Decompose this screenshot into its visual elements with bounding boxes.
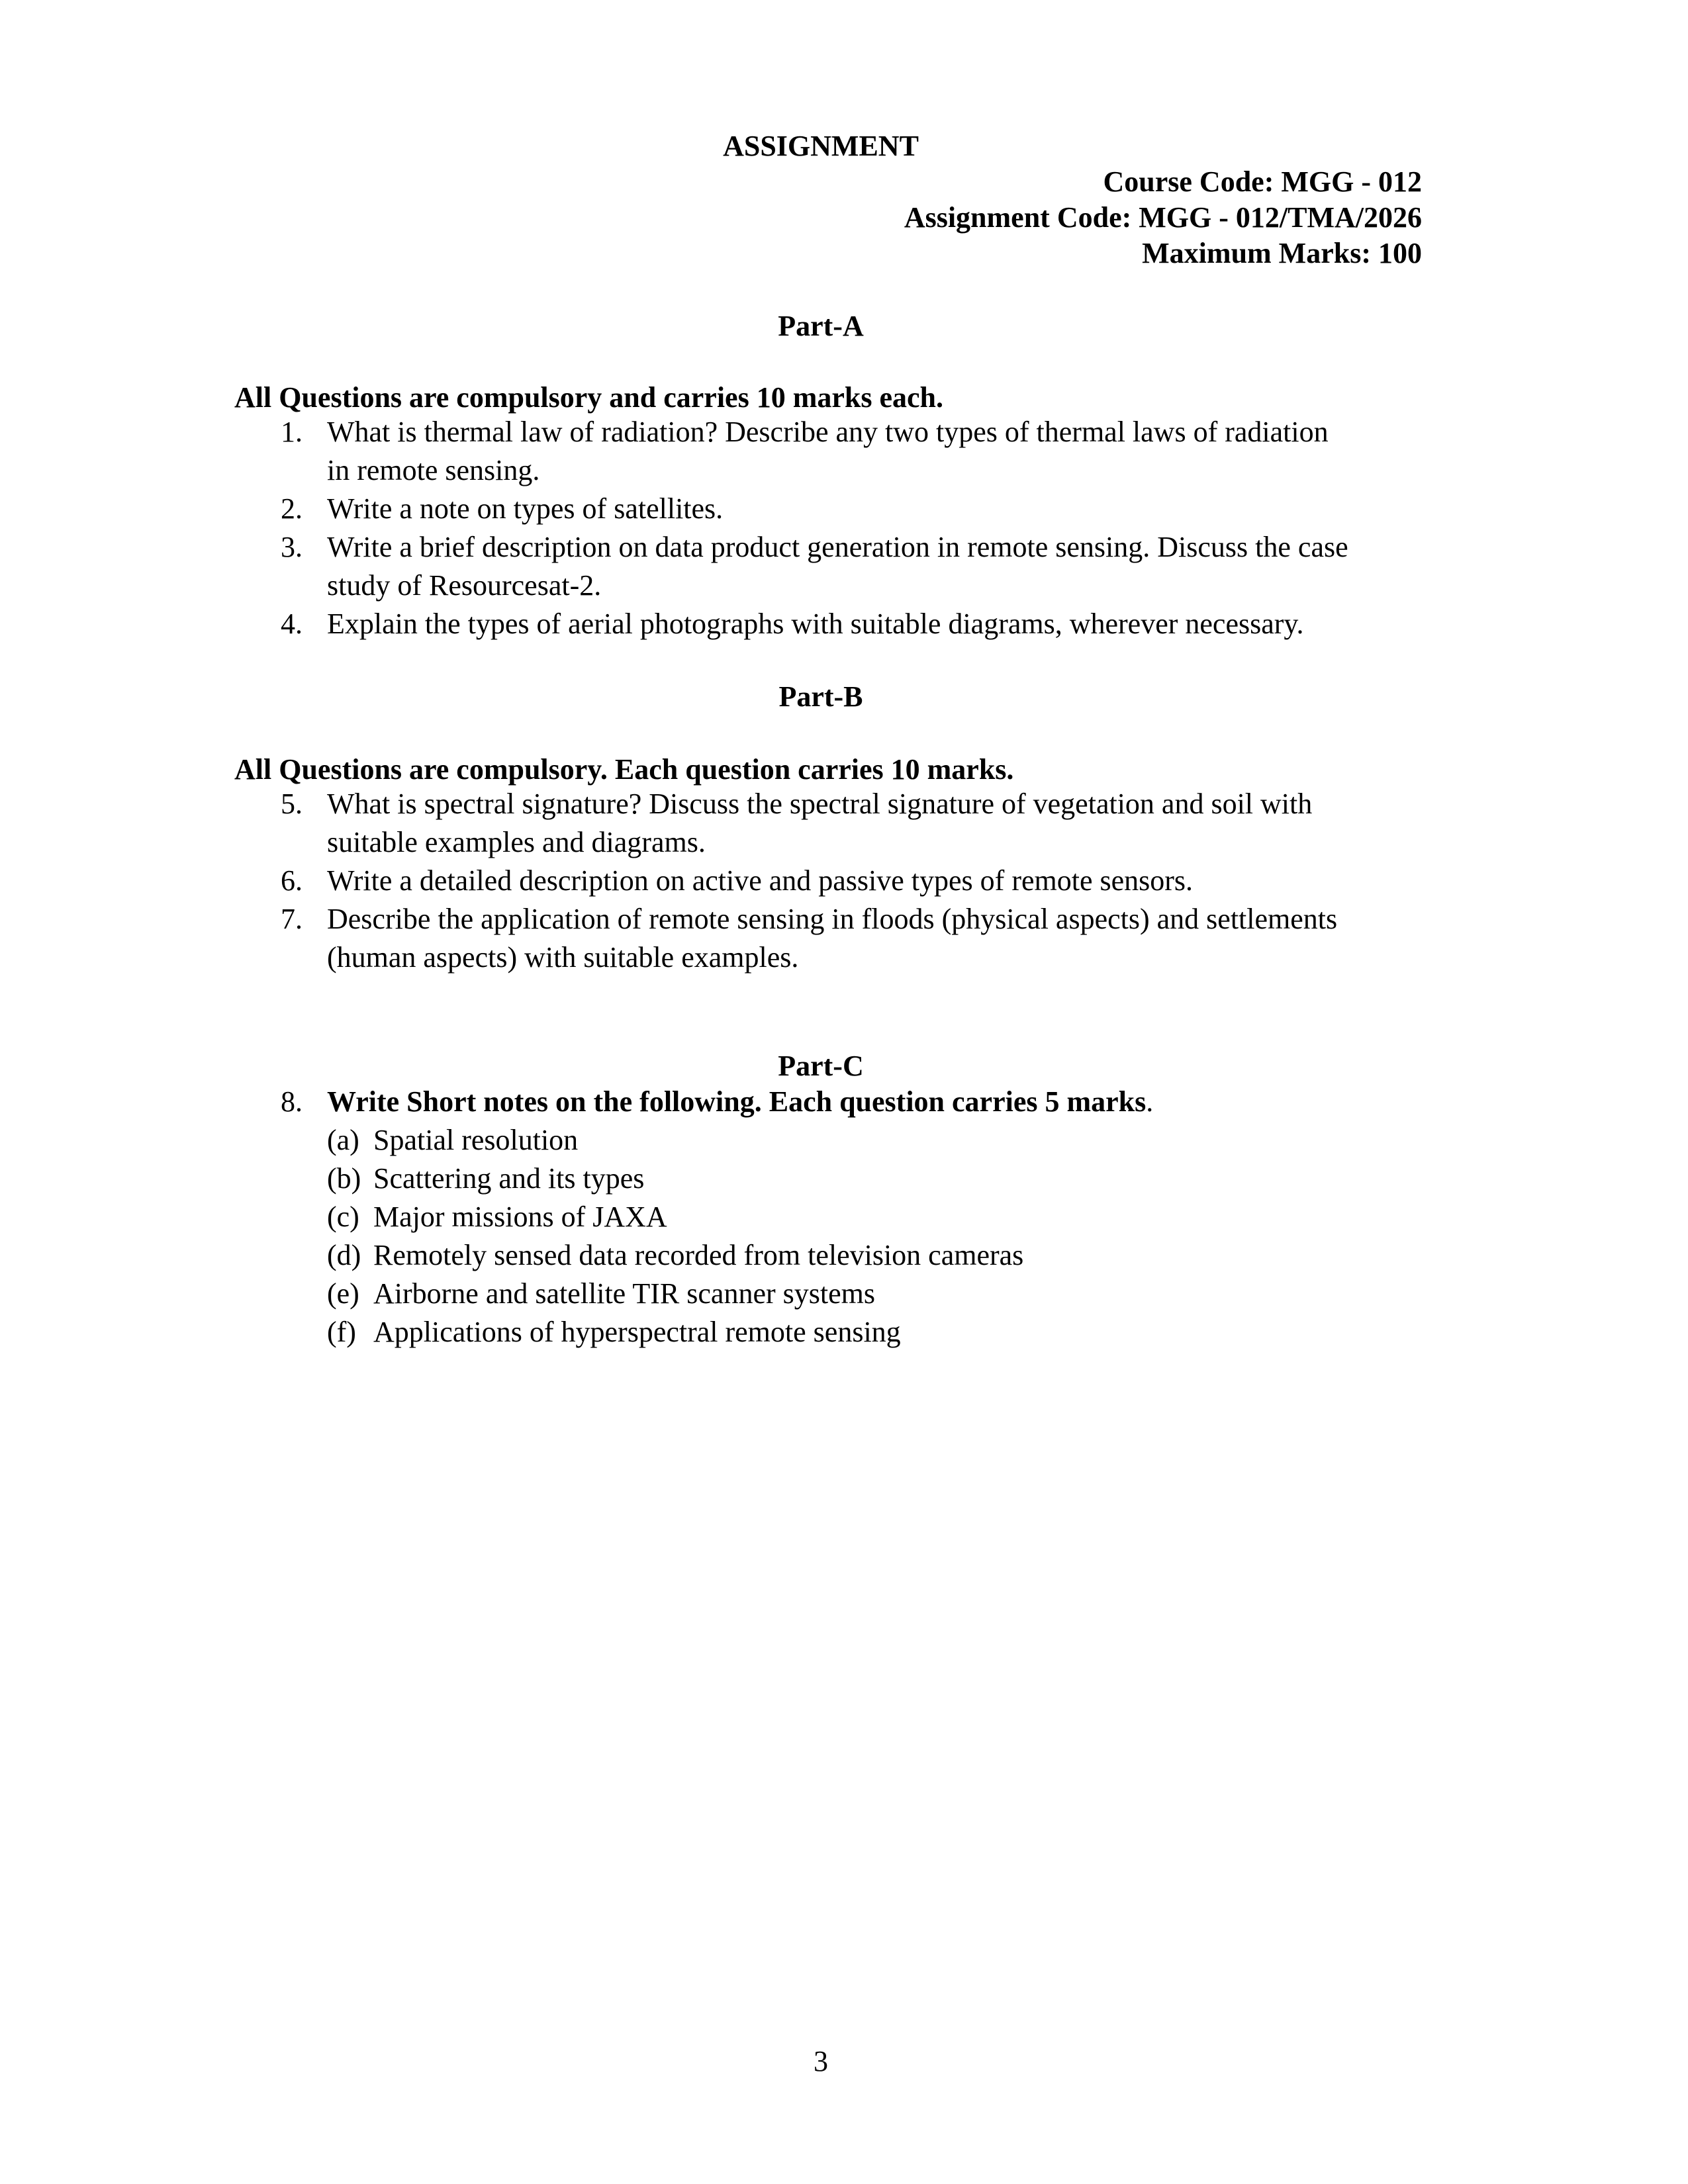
part-a-instruction: All Questions are compulsory and carries 10 marks each. bbox=[234, 381, 944, 414]
part-b-heading: Part-B bbox=[778, 680, 863, 713]
question-text: Write a brief description on data product generation in remote sensing. Discuss the case bbox=[327, 531, 1348, 563]
question-text: Write a detailed description on active and passive types of remote sensors. bbox=[327, 864, 1194, 897]
question-number: 7. bbox=[281, 903, 303, 935]
question-text: Describe the application of remote sensing in floods (physical aspects) and settlements bbox=[327, 903, 1338, 935]
item-text: Remotely sensed data recorded from television cameras bbox=[373, 1239, 1024, 1271]
question-number: 1. bbox=[281, 416, 303, 448]
part-b-instruction: All Questions are compulsory. Each question carries 10 marks. bbox=[234, 753, 1014, 786]
item-text: Major missions of JAXA bbox=[373, 1201, 667, 1233]
part-c-instruction: Write Short notes on the following. Each question carries 5 marks bbox=[327, 1085, 1147, 1118]
question-number: 6. bbox=[281, 864, 303, 897]
question-text-continued: in remote sensing. bbox=[327, 454, 540, 486]
part-c-heading: Part-C bbox=[778, 1050, 864, 1082]
question-text-continued: study of Resourcesat-2. bbox=[327, 569, 602, 602]
question-text: What is spectral signature? Discuss the spectral signature of vegetation and soil with bbox=[327, 788, 1313, 820]
question-text: What is thermal law of radiation? Describe any two types of thermal laws of radiation bbox=[327, 416, 1329, 448]
item-label: (c) bbox=[327, 1201, 359, 1233]
item-text: Spatial resolution bbox=[373, 1124, 579, 1156]
question-text: Write a note on types of satellites. bbox=[327, 492, 724, 525]
maximum-marks: Maximum Marks: 100 bbox=[1142, 237, 1422, 269]
page-number: 3 bbox=[814, 2045, 828, 2077]
item-text: Applications of hyperspectral remote sensing bbox=[373, 1316, 901, 1348]
question-number: 5. bbox=[281, 788, 303, 820]
part-c-instruction-period: . bbox=[1146, 1085, 1154, 1118]
question-text-continued: (human aspects) with suitable examples. bbox=[327, 941, 799, 974]
question-text-continued: suitable examples and diagrams. bbox=[327, 826, 706, 858]
part-c-instruction-line bbox=[327, 1083, 1153, 1121]
part-a-heading: Part-A bbox=[778, 310, 864, 342]
item-text: Airborne and satellite TIR scanner systems bbox=[373, 1277, 875, 1310]
question-number: 8. bbox=[281, 1085, 303, 1118]
item-label: (d) bbox=[327, 1239, 361, 1271]
question-text: Explain the types of aerial photographs with suitable diagrams, wherever necessary. bbox=[327, 608, 1304, 640]
question-number: 2. bbox=[281, 492, 303, 525]
item-label: (e) bbox=[327, 1277, 359, 1310]
item-label: (a) bbox=[327, 1124, 359, 1156]
assignment-code: Assignment Code: MGG - 012/TMA/2026 bbox=[904, 201, 1422, 234]
course-code: Course Code: MGG - 012 bbox=[1103, 165, 1422, 198]
item-label: (f) bbox=[327, 1316, 356, 1348]
assignment-title: ASSIGNMENT bbox=[723, 130, 919, 162]
item-text: Scattering and its types bbox=[373, 1162, 645, 1195]
question-number: 3. bbox=[281, 531, 303, 563]
question-number: 4. bbox=[281, 608, 303, 640]
item-label: (b) bbox=[327, 1162, 361, 1195]
